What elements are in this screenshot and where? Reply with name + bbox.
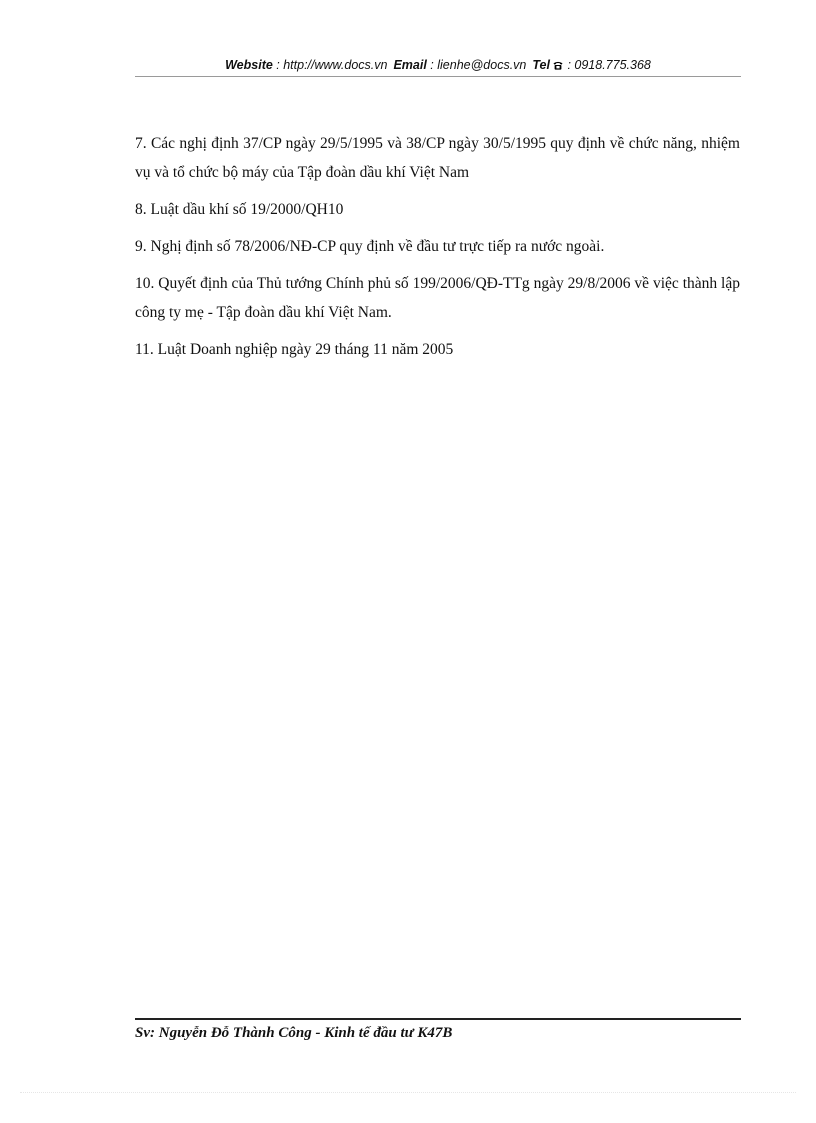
tel-number: 0918.775.368: [574, 58, 651, 72]
email-separator: :: [426, 58, 438, 72]
reference-item-8: 8. Luật dầu khí số 19/2000/QH10: [135, 201, 344, 218]
telephone-icon: [553, 57, 563, 66]
tel-separator: :: [563, 58, 575, 72]
reference-list: [135, 129, 740, 372]
page-bottom-divider: [20, 1092, 796, 1093]
website-separator: :: [272, 58, 284, 72]
reference-item-11: 11. Luật Doanh nghiệp ngày 29 tháng 11 năm 2005: [135, 341, 454, 358]
page-header: [135, 56, 741, 77]
email-link[interactable]: lienhe@docs.vn: [437, 58, 527, 72]
reference-item-10: 10. Quyết định của Thủ tướng Chính phủ số 199/2006/QĐ-TTg ngày 29/8/2006 về việc thành lập công ty mẹ - Tập đoàn dầu khí Việt Nam.: [135, 275, 740, 321]
tel-label: Tel: [532, 58, 550, 72]
page-footer: [135, 1018, 741, 1044]
website-link[interactable]: http://www.docs.vn: [283, 58, 388, 72]
website-label: Website: [225, 58, 273, 72]
reference-item-9: 9. Nghị định số 78/2006/NĐ-CP quy định về đầu tư trực tiếp ra nước ngoài.: [135, 238, 605, 255]
student-credit: Sv: Nguyễn Đỗ Thành Công - Kinh tế đầu tư K47B: [135, 1025, 453, 1041]
reference-item-7: 7. Các nghị định 37/CP ngày 29/5/1995 và 38/CP ngày 30/5/1995 quy định về chức năng, nhiệm vụ và tổ chức bộ máy của Tập đoàn dầu khí Việt Nam: [135, 135, 740, 181]
email-label: Email: [393, 58, 427, 72]
